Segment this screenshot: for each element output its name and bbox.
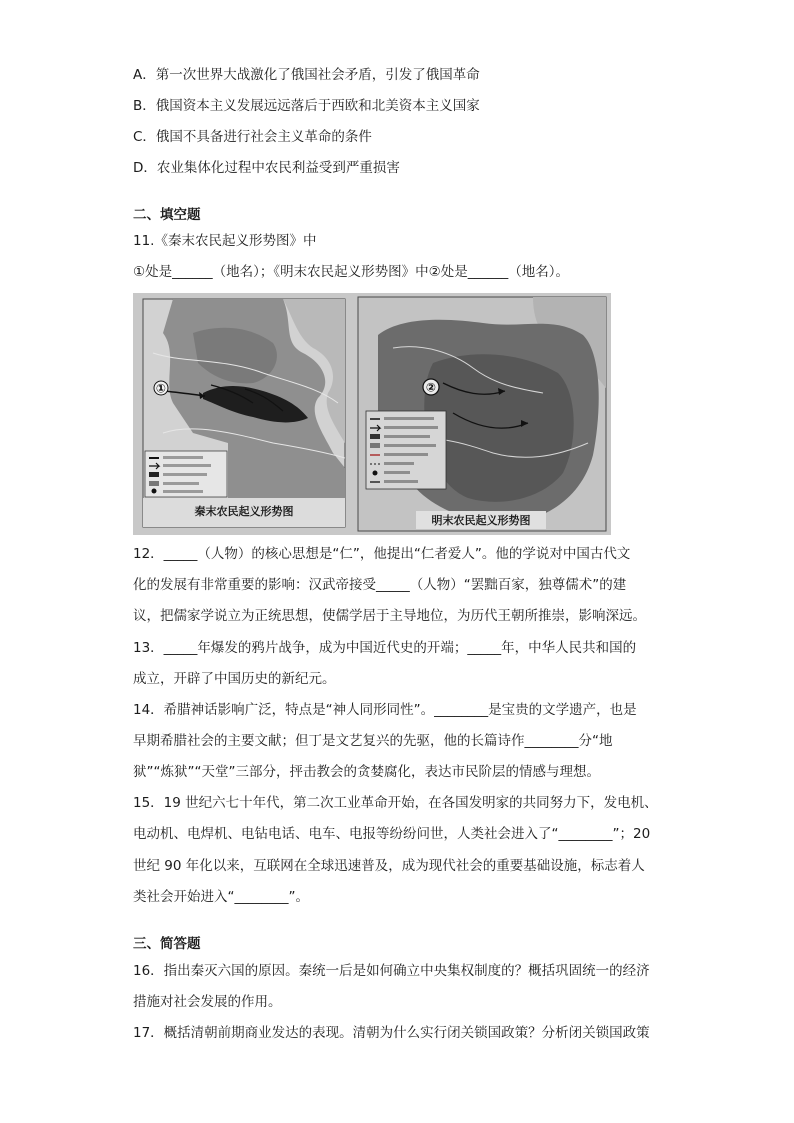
question-15-line-3: 世纪 90 年化以来，互联网在全球迅速普及，成为现代社会的重要基础设施，标志着人: [133, 858, 645, 874]
uprising-maps-image: [133, 293, 611, 535]
question-11-line-2: ①处是______（地名）；《明末农民起义形势图》中②处是______（地名）。: [133, 264, 569, 280]
question-13-line-2: 成立，开辟了中国历史的新纪元。: [133, 671, 336, 687]
choice-d: D．农业集体化过程中农民利益受到严重损害: [133, 160, 400, 176]
qin-map-marker-1: ①: [155, 381, 167, 396]
question-12-line-1: 12．_____（人物）的核心思想是“仁”，他提出“仁者爱人”。他的学说对中国古代文: [133, 546, 631, 562]
question-17-line-1: 17．概括清朝前期商业发达的表现。清朝为什么实行闭关锁国政策？分析闭关锁国政策: [133, 1025, 650, 1041]
section-heading-fill-in: 二、填空题: [133, 207, 201, 223]
choice-a: A．第一次世界大战激化了俄国社会矛盾，引发了俄国革命: [133, 67, 480, 83]
question-12-line-3: 议，把儒家学说立为正统思想，使儒学居于主导地位，为历代王朝所推崇，影响深远。: [133, 608, 646, 624]
question-14-line-1: 14．希腊神话影响广泛，特点是“神人同形同性”。________是宝贵的文学遗产，也是: [133, 702, 637, 718]
question-13-line-1: 13．_____年爆发的鸦片战争，成为中国近代史的开端；_____年，中华人民共和国的: [133, 640, 637, 656]
question-15-line-4: 类社会开始进入“________”。: [133, 889, 309, 905]
ming-map-marker-2: ②: [425, 380, 437, 395]
section-heading-short-answer: 三、简答题: [133, 936, 201, 952]
qin-map-caption: 秦末农民起义形势图: [194, 505, 294, 518]
question-15-line-2: 电动机、电焊机、电钻电话、电车、电报等纷纷问世，人类社会进入了“________”；20: [133, 826, 651, 842]
question-14-line-2: 早期希腊社会的主要文献；但丁是文艺复兴的先驱，他的长篇诗作________分“地: [133, 733, 613, 749]
choice-b: B．俄国资本主义发展远远落后于西欧和北美资本主义国家: [133, 98, 480, 114]
question-15-line-1: 15．19 世纪六七十年代，第二次工业革命开始，在各国发明家的共同努力下，发电机、: [133, 795, 658, 811]
ming-map-legend: [366, 411, 446, 489]
question-16-line-1: 16．指出秦灭六国的原因。秦统一后是如何确立中央集权制度的？概括巩固统一的经济: [133, 963, 650, 979]
question-12-line-2: 化的发展有非常重要的影响：汉武帝接受_____（人物）“罢黜百家，独尊儒术”的建: [133, 577, 627, 593]
question-16-line-2: 措施对社会发展的作用。: [133, 994, 282, 1010]
uprising-maps-figure: [133, 293, 611, 535]
qin-uprising-map: [143, 299, 345, 527]
ming-map-caption: 明末农民起义形势图: [431, 514, 531, 527]
ming-uprising-map: [358, 297, 606, 531]
question-14-line-3: 狱”“炼狱”“天堂”三部分，抨击教会的贪婪腐化，表达市民阶层的情感与理想。: [133, 764, 600, 780]
qin-map-legend: [145, 451, 227, 497]
question-11-line-1: 11.《秦末农民起义形势图》中: [133, 233, 317, 249]
choice-c: C．俄国不具备进行社会主义革命的条件: [133, 129, 372, 145]
